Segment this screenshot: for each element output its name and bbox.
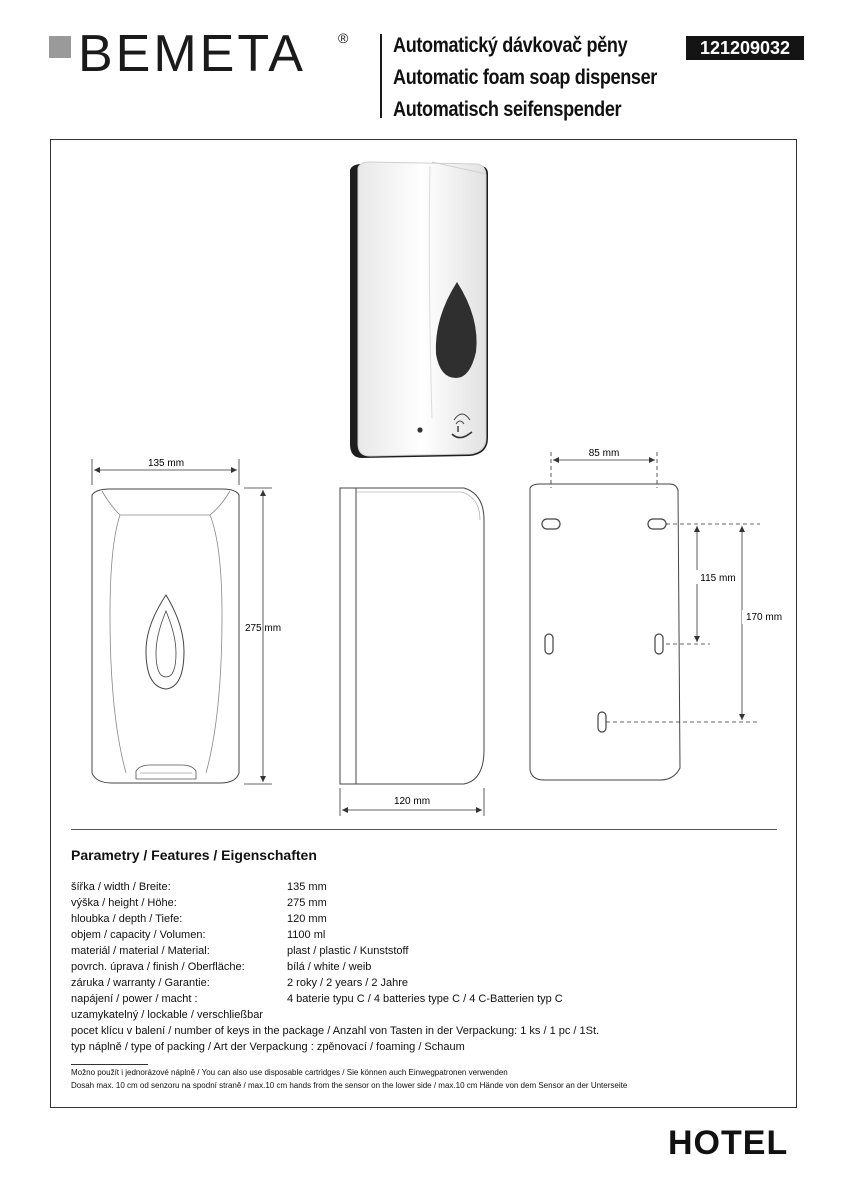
hole-spacing-label: 85 mm: [588, 448, 620, 459]
title-de: Automatisch seifenspender: [393, 98, 622, 121]
title-en: Automatic foam soap dispenser: [393, 66, 657, 89]
spec-label: napájení / power / macht :: [71, 993, 198, 1005]
product-photo: [340, 158, 500, 464]
back-view-drawing: [520, 440, 790, 790]
title-cs: Automatický dávkovač pěny: [393, 34, 628, 57]
spec-label: objem / capacity / Volumen:: [71, 929, 206, 941]
brand-logo: BEMETA: [78, 25, 306, 83]
spec-label: hloubka / depth / Tiefe:: [71, 913, 183, 925]
hole-vertical-1-label: 115 mm: [700, 573, 736, 584]
product-code-badge: 121209032: [686, 36, 804, 60]
spec-value: 120 mm: [287, 913, 327, 925]
spec-label: záruka / warranty / Garantie:: [71, 977, 210, 989]
header-divider: [380, 34, 382, 118]
spec-value: 1100 ml: [287, 929, 326, 941]
spec-label: povrch. úprava / finish / Oberfläche:: [71, 961, 245, 973]
spec-full-row: uzamykatelný / lockable / verschließbar: [71, 1009, 263, 1021]
note-cartridges: Možno použít i jednorázové náplně / You can also use disposable cartridges / Sie können auch Einwegpatronen verwenden: [71, 1068, 508, 1077]
logo-mark: [49, 36, 71, 58]
spec-full-row: pocet klícu v balení / number of keys in the package / Anzahl von Tasten in der Verpackung: 1 ks / 1 pc / 1St.: [71, 1025, 600, 1037]
params-title: Parametry / Features / Eigenschaften: [71, 847, 317, 863]
spec-label: materiál / material / Material:: [71, 945, 210, 957]
front-width-label: 135 mm: [147, 458, 185, 469]
registered-mark: ®: [338, 30, 349, 46]
spec-value: 4 baterie typu C / 4 batteries type C / 4 C-Batterien typ C: [287, 993, 563, 1005]
side-view-drawing: [330, 480, 500, 820]
spec-value: 2 roky / 2 years / 2 Jahre: [287, 977, 409, 989]
product-titles: [393, 30, 657, 126]
spec-label: výška / height / Höhe:: [71, 897, 177, 909]
params-divider: [71, 829, 777, 830]
spec-value: plast / plastic / Kunststoff: [287, 945, 409, 957]
spec-value: 275 mm: [287, 897, 327, 909]
hole-vertical-2-label: 170 mm: [745, 612, 783, 623]
spec-label: šířka / width / Breite:: [71, 881, 171, 893]
spec-full-row: typ náplně / type of packing / Art der Verpackung : zpěnovací / foaming / Schaum: [71, 1041, 465, 1053]
note-sensor-range: Dosah max. 10 cm od senzoru na spodní straně / max.10 cm hands from the sensor on the lower side / max.10 cm Hände von dem Sensor an der Unterseite: [71, 1081, 628, 1090]
side-depth-label: 120 mm: [393, 796, 431, 807]
front-height-label: 275 mm: [244, 623, 282, 634]
category-label: HOTEL: [668, 1124, 789, 1162]
spec-value: 135 mm: [287, 881, 327, 893]
spec-value: bílá / white / weib: [287, 961, 372, 973]
front-view-drawing: [80, 455, 320, 795]
notes-divider: [71, 1064, 148, 1065]
